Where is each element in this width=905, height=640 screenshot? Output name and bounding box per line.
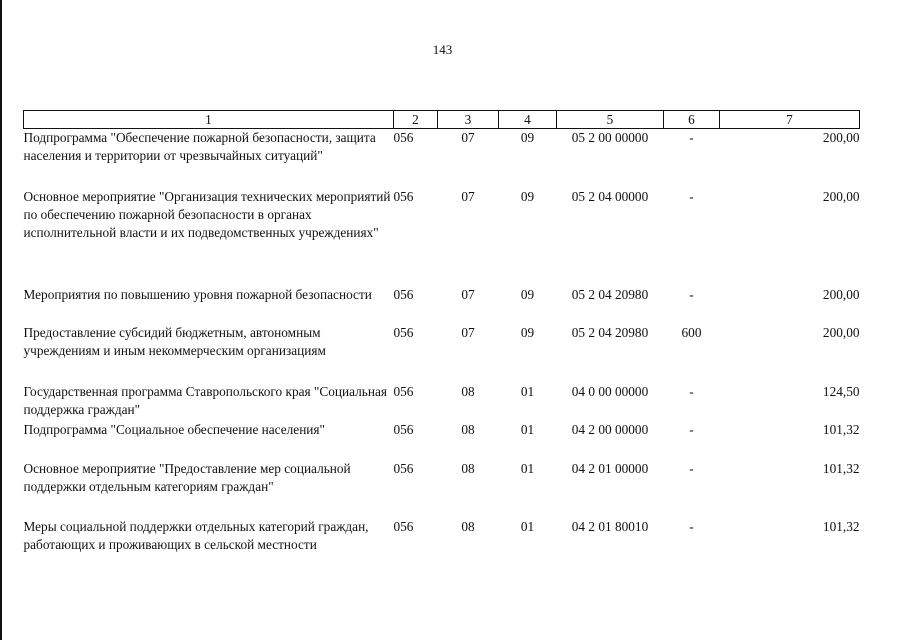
section-code: 07: [461, 130, 475, 145]
column-header: 1: [24, 111, 394, 129]
subsection-code: 01: [520, 421, 535, 437]
amount: 101,32: [822, 460, 860, 476]
section-code: 08: [461, 518, 475, 534]
expense-type-code: -: [689, 421, 694, 437]
section-code: 08: [461, 460, 475, 476]
ministry-code: 056: [393, 421, 414, 437]
subsection-code: 01: [520, 518, 535, 534]
section-code: 08: [461, 421, 475, 437]
budget-table: [23, 110, 860, 576]
section-code: 07: [461, 188, 475, 204]
row-name: Меры социальной поддержки отдельных категорий граждан, работающих и проживающих в сельской местности: [23, 518, 369, 552]
row-name: Предоставление субсидий бюджетным, автономным учреждениям и иным некоммерческим организациям: [23, 324, 326, 358]
table-row: [24, 460, 860, 518]
amount: 101,32: [822, 421, 860, 437]
expense-type-code: -: [689, 518, 694, 534]
table-row: [24, 188, 860, 286]
ministry-code: 056: [393, 460, 414, 476]
expense-type-code: -: [689, 460, 694, 476]
column-header: 5: [557, 111, 664, 129]
expense-type-code: -: [689, 286, 694, 302]
table-header: [24, 111, 860, 129]
amount: 200,00: [822, 188, 860, 204]
column-header: 4: [499, 111, 557, 129]
amount: 124,50: [822, 383, 860, 399]
subsection-code: 09: [520, 130, 535, 145]
column-header: 7: [720, 111, 860, 129]
column-header: 2: [394, 111, 438, 129]
amount: 101,32: [822, 518, 860, 534]
target-code: 05 2 04 20980: [571, 286, 649, 302]
section-code: 07: [461, 286, 475, 302]
expense-type-code: -: [689, 188, 694, 204]
target-code: 04 2 01 80010: [571, 518, 649, 534]
table-body: [24, 129, 860, 576]
page-edge-line: [0, 0, 2, 640]
section-code: 08: [461, 383, 475, 399]
ministry-code: 056: [393, 383, 414, 399]
target-code: 04 2 01 00000: [571, 460, 649, 476]
table-row: [24, 324, 860, 383]
table-row: [24, 383, 860, 421]
ministry-code: 056: [393, 286, 414, 302]
target-code: 04 2 00 00000: [571, 421, 649, 437]
row-name: Основное мероприятие "Организация технических мероприятий по обеспечению пожарной безопасности в органах исполнительной власти и их подведомственных учреждениях": [23, 188, 391, 240]
table-row: [24, 518, 860, 576]
subsection-code: 09: [520, 188, 535, 204]
subsection-code: 09: [520, 324, 535, 340]
ministry-code: 056: [393, 130, 414, 145]
target-code: 05 2 04 00000: [571, 188, 649, 204]
page-number: 143: [432, 42, 453, 57]
row-name: Основное мероприятие "Предоставление мер социальной поддержки отдельным категориям граждан": [23, 460, 351, 494]
amount: 200,00: [822, 324, 860, 340]
row-name: Подпрограмма "Социальное обеспечение населения": [23, 421, 325, 437]
table-row: [24, 421, 860, 460]
ministry-code: 056: [393, 188, 414, 204]
ministry-code: 056: [393, 518, 414, 534]
expense-type-code: -: [689, 130, 694, 145]
row-name: Мероприятия по повышению уровня пожарной безопасности: [23, 286, 372, 302]
subsection-code: 01: [520, 383, 535, 399]
target-code: 05 2 04 20980: [571, 324, 649, 340]
expense-type-code: 600: [681, 324, 702, 340]
amount: 200,00: [822, 286, 860, 302]
target-code: 05 2 00 00000: [571, 130, 649, 145]
subsection-code: 01: [520, 460, 535, 476]
header-row: [24, 111, 860, 129]
table-row: [24, 286, 860, 324]
row-name: Подпрограмма "Обеспечение пожарной безопасности, защита населения и территории от чрезвычайных ситуаций": [23, 130, 376, 163]
column-header: 3: [438, 111, 499, 129]
row-name: Государственная программа Ставропольского края "Социальная поддержка граждан": [23, 383, 387, 417]
target-code: 04 0 00 00000: [571, 383, 649, 399]
ministry-code: 056: [393, 324, 414, 340]
column-header: 6: [664, 111, 720, 129]
table-row: [24, 129, 860, 188]
subsection-code: 09: [520, 286, 535, 302]
section-code: 07: [461, 324, 475, 340]
expense-type-code: -: [689, 383, 694, 399]
amount: 200,00: [822, 130, 860, 145]
